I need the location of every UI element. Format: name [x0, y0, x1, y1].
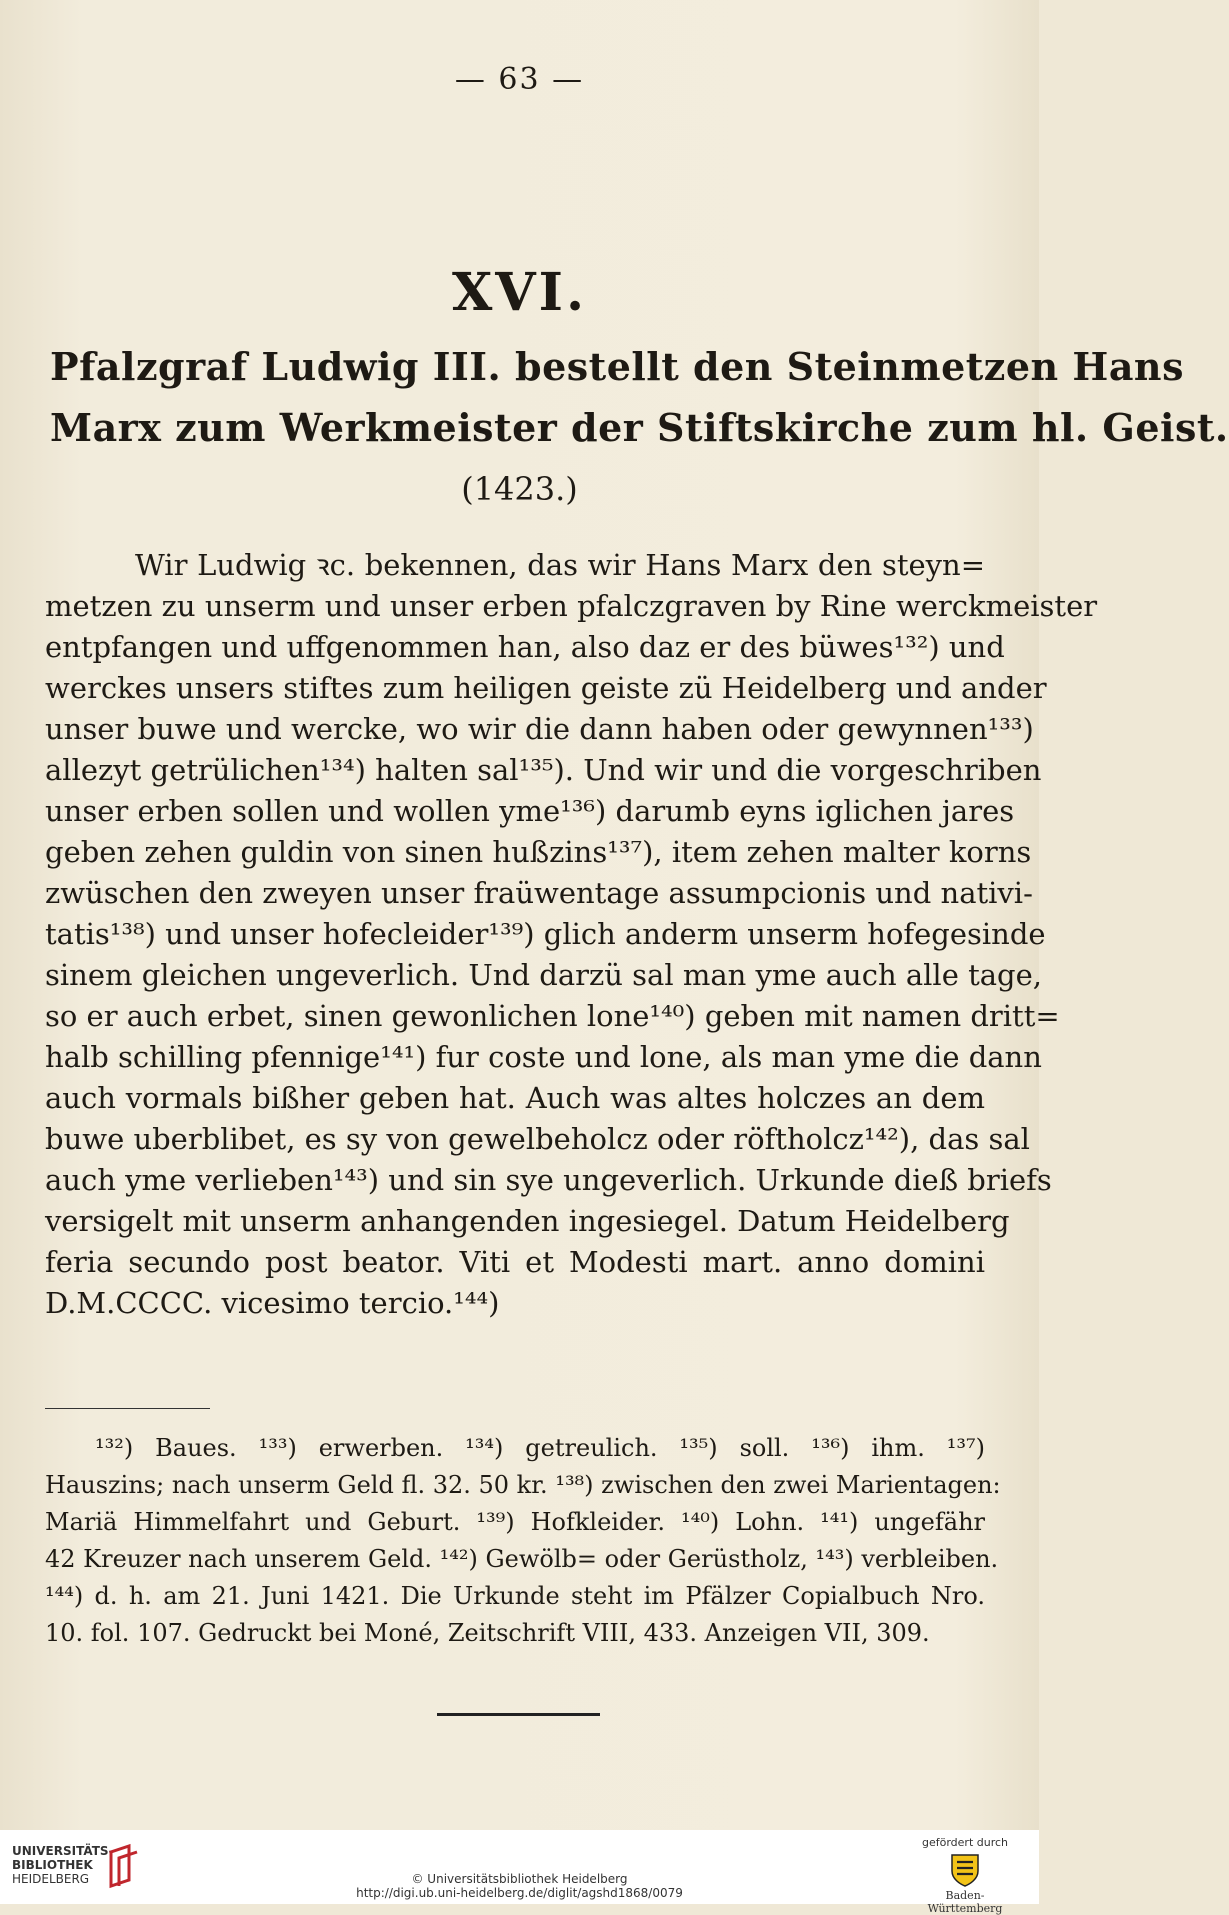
body-line: halb schilling pfennige¹⁴¹) fur coste und lone, als man yme die dann [45, 1040, 1042, 1074]
section-number: XVI. [451, 262, 588, 323]
library-name-line: HEIDELBERG [12, 1872, 90, 1886]
footnote-line: Mariä Himmelfahrt und Geburt. ¹³⁹) Hofkleider. ¹⁴⁰) Lohn. ¹⁴¹) ungefähr [45, 1508, 985, 1536]
state-crest-icon [950, 1853, 980, 1887]
sponsor-block [915, 1836, 1015, 1915]
body-line: D.M.CCCC. vicesimo tercio.¹⁴⁴) [45, 1286, 500, 1320]
sponsor-label: gefördert durch [921, 1836, 1009, 1849]
end-divider [437, 1713, 600, 1716]
digitization-footer [0, 1830, 1039, 1915]
body-line: allezyt getrülichen¹³⁴) halten sal¹³⁵). Und wir und die vorgeschriben [45, 753, 1042, 787]
body-line: sinem gleichen ungeverlich. Und darzü sal man yme auch alle tage, [45, 958, 1042, 992]
library-name-line: UNIVERSITÄTS- [12, 1844, 114, 1858]
footnote-divider [45, 1408, 210, 1409]
library-name-line: BIBLIOTHEK [12, 1858, 93, 1872]
body-line: tatis¹³⁸) und unser hofecleider¹³⁹) glich anderm unserm hofegesinde [45, 917, 1046, 951]
sponsor-name: Baden-Württemberg [927, 1889, 1003, 1915]
body-line: Wir Ludwig ꝛc. bekennen, das wir Hans Marx den steyn= [135, 548, 985, 582]
footnote-line: ¹⁴⁴) d. h. am 21. Juni 1421. Die Urkunde steht im Pfälzer Copialbuch Nro. [45, 1582, 985, 1610]
footnote-line: ¹³²) Baues. ¹³³) erwerben. ¹³⁴) getreulich. ¹³⁵) soll. ¹³⁶) ihm. ¹³⁷) [95, 1434, 985, 1462]
body-line: versigelt mit unserm anhangenden ingesiegel. Datum Heidelberg [45, 1204, 1010, 1238]
body-line: auch vormals bißher geben hat. Auch was altes holczes an dem [45, 1081, 985, 1115]
copyright-text: © Universitätsbibliothek Heidelberg [411, 1872, 628, 1886]
permalink[interactable]: http://digi.ub.uni-heidelberg.de/diglit/agshd1868/0079 [356, 1886, 683, 1900]
footnote-line: 42 Kreuzer nach unserem Geld. ¹⁴²) Gewölb= oder Gerüstholz, ¹⁴³) verbleiben. [45, 1545, 999, 1573]
body-line: entpfangen und uffgenommen han, also daz er des büwes¹³²) und [45, 630, 1005, 664]
body-line: feria secundo post beator. Viti et Modesti mart. anno domini [45, 1245, 985, 1279]
footnote-line: 10. fol. 107. Gedruckt bei Moné, Zeitschrift VIII, 433. Anzeigen VII, 309. [45, 1619, 930, 1647]
body-line: unser buwe und wercke, wo wir die dann haben oder gewynnen¹³³) [45, 712, 1034, 746]
page-number: — 63 — [454, 62, 585, 97]
body-line: buwe uberblibet, es sy von gewelbeholcz oder röftholcz¹⁴²), das sal [45, 1122, 1030, 1156]
body-line: zwüschen den zweyen unser fraüwentage assumpcionis und nativi- [45, 876, 1033, 910]
heading-line-2: Marx zum Werkmeister der Stiftskirche zum hl. Geist. [50, 405, 1229, 450]
body-line: so er auch erbet, sinen gewonlichen lone¹⁴⁰) geben mit namen dritt= [45, 999, 1060, 1033]
body-line: geben zehen guldin von sinen hußzins¹³⁷), item zehen malter korns [45, 835, 1032, 869]
footnote-line: Hauszins; nach unserm Geld fl. 32. 50 kr. ¹³⁸) zwischen den zwei Marientagen: [45, 1471, 1001, 1499]
body-line: unser erben sollen und wollen yme¹³⁶) darumb eyns iglichen jares [45, 794, 1015, 828]
body-line: werckes unsers stiftes zum heiligen geiste zü Heidelberg und ander [45, 671, 1047, 705]
body-line: auch yme verlieben¹⁴³) und sin sye ungeverlich. Urkunde dieß briefs [45, 1163, 1052, 1197]
heading-line-1: Pfalzgraf Ludwig III. bestellt den Steinmetzen Hans [50, 344, 1184, 389]
body-line: metzen zu unserm und unser erben pfalczgraven by Rine werckmeister [45, 589, 1098, 623]
document-year: (1423.) [461, 470, 578, 508]
